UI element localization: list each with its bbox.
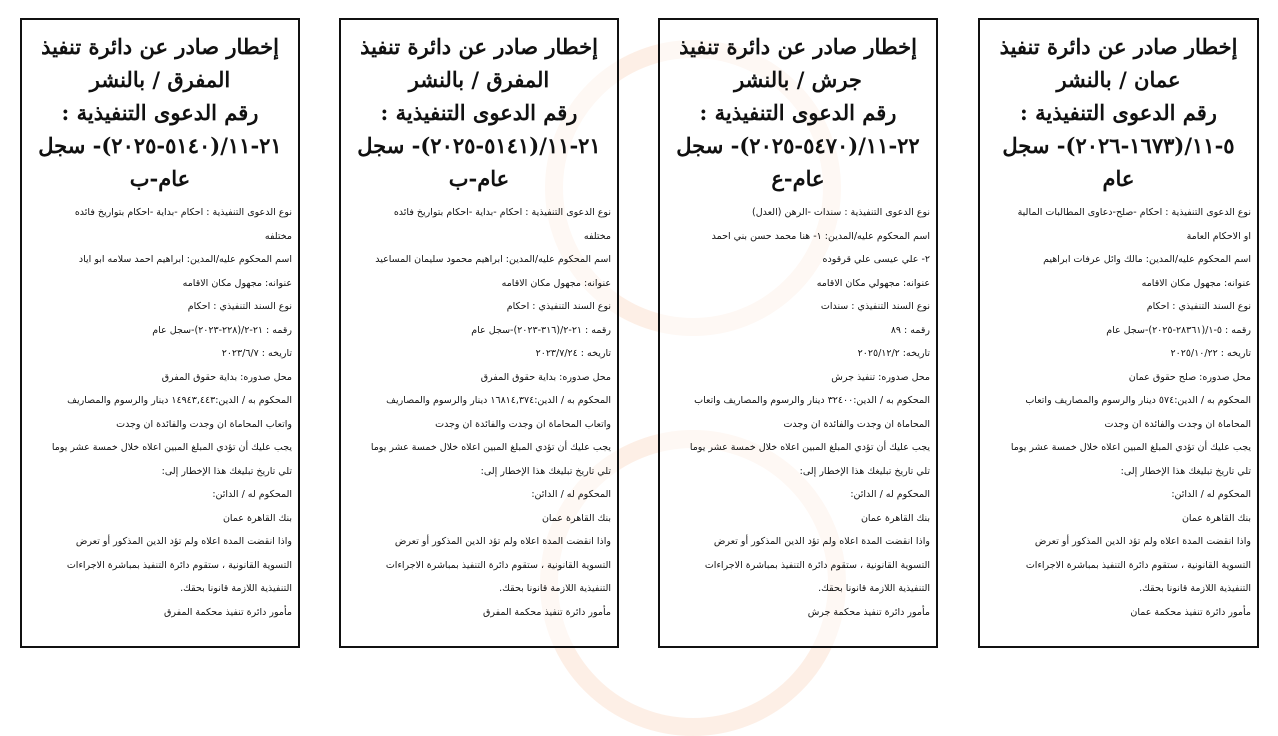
notice-mafraq-5141: [339, 18, 619, 648]
body-line: واذا انقضت المدة اعلاه ولم تؤد الدين المذكور أو تعرض: [394, 536, 611, 547]
body-line: بنك القاهرة عمان: [222, 512, 292, 524]
body-line: رقمه : ٨٩: [890, 324, 930, 336]
heading-line: ٢١-١١/(٥١٤٠-٢٠٢٥)- سجل: [38, 133, 282, 158]
heading-line: المفرق / بالنشر: [89, 67, 231, 92]
body-line: التنفيذية اللازمة قانونا بحقك.: [180, 583, 292, 594]
body-line: مختلفه: [264, 230, 292, 242]
heading-line: إخطار صادر عن دائرة تنفيذ: [999, 34, 1238, 59]
signature-line: مأمور دائرة تنفيذ محكمة جرش: [807, 606, 930, 618]
body-line: عنوانه: مجهول مكان الاقامه: [1141, 277, 1251, 289]
notice-heading: [666, 30, 930, 195]
body-line: التسوية القانونية ، ستقوم دائرة التنفيذ بمباشرة الاجراءات: [66, 559, 292, 571]
body-line: نوع السند التنفيذي : احكام: [506, 301, 611, 312]
body-line: ٢- علي عيسى علي قرقوده: [822, 254, 930, 265]
body-line: يجب عليك أن تؤدي المبلغ المبين اعلاه خلال خمسة عشر يوما: [370, 442, 611, 453]
notice-jerash: [658, 18, 938, 648]
heading-line: عام-ب: [448, 166, 510, 191]
heading-line: رقم الدعوى التنفيذية :: [699, 100, 897, 125]
body-line: او الاحكام العامة: [1186, 230, 1251, 242]
heading-line: ٥-١١/(١٦٧٣-٢٠٢٦)- سجل: [1002, 133, 1235, 158]
body-line: عنوانه: مجهول مكان الاقامه: [182, 277, 292, 289]
body-line: التنفيذية اللازمة قانونا بحقك.: [818, 583, 930, 594]
heading-line: عام-ب: [129, 166, 191, 191]
body-line: التسوية القانونية ، ستقوم دائرة التنفيذ بمباشرة الاجراءات: [385, 559, 611, 571]
body-line: محل صدوره: بداية حقوق المفرق: [161, 371, 292, 383]
body-line: يجب عليك أن تؤدي المبلغ المبين اعلاه خلال خمسة عشر يوما: [1010, 442, 1251, 453]
notice-body: [28, 201, 292, 624]
body-line: نوع السند التنفيذي : احكام: [187, 301, 292, 312]
body-line: المحكوم به / الدين:١٤٩٤٣,٤٤٣ دينار والرسوم والمصاريف: [67, 395, 292, 406]
body-line: تاريخه : ٢٠٢٥/١٠/٢٢: [1170, 348, 1251, 359]
body-line: التسوية القانونية ، ستقوم دائرة التنفيذ بمباشرة الاجراءات: [704, 559, 930, 571]
body-line: محل صدوره: تنفيذ جرش: [831, 371, 930, 383]
heading-line: إخطار صادر عن دائرة تنفيذ: [360, 34, 598, 59]
body-line: رقمه : ٢١-٢/(٢٢٨-٢٠٢٣)-سجل عام: [152, 324, 292, 336]
notice-body: [347, 201, 611, 624]
heading-line: عام-ع: [771, 166, 825, 191]
body-line: المحكوم له / الدائن:: [1171, 489, 1251, 500]
body-line: اسم المحكوم عليه/المدين: ابراهيم احمد سلامه ابو اياد: [78, 254, 292, 265]
body-line: محل صدوره: بداية حقوق المفرق: [480, 371, 611, 383]
body-line: محل صدوره: صلح حقوق عمان: [1128, 371, 1251, 383]
heading-line: ٢٢-١١/(٥٤٧٠-٢٠٢٥)- سجل: [676, 133, 920, 158]
body-line: المحاماة ان وجدت والفائدة ان وجدت: [783, 418, 930, 430]
body-line: المحكوم به / الدين:١٦٨١٤,٣٧٤ دينار والرسوم والمصاريف: [386, 395, 611, 406]
heading-line: إخطار صادر عن دائرة تنفيذ: [679, 34, 917, 59]
heading-line: عام: [1102, 166, 1135, 191]
body-line: واذا انقضت المدة اعلاه ولم تؤد الدين المذكور أو تعرض: [75, 536, 292, 547]
body-line: بنك القاهرة عمان: [860, 512, 930, 524]
body-line: التسوية القانونية ، ستقوم دائرة التنفيذ بمباشرة الاجراءات: [1025, 559, 1251, 571]
notice-mafraq-5140: [20, 18, 300, 648]
body-line: واذا انقضت المدة اعلاه ولم تؤد الدين المذكور أو تعرض: [713, 536, 930, 547]
body-line: التنفيذية اللازمة قانونا بحقك.: [1139, 583, 1251, 594]
body-line: اسم المحكوم عليه/المدين: مالك وائل عرفات ابراهيم: [1043, 254, 1251, 265]
body-line: نوع السند التنفيذي : احكام: [1146, 301, 1251, 312]
heading-line: جرش / بالنشر: [734, 67, 862, 92]
body-line: تاريخه : ٢٠٢٣/٧/٢٤: [535, 348, 611, 359]
heading-line: رقم الدعوى التنفيذية :: [1020, 100, 1217, 125]
body-line: المحكوم به / الدين:٣٢٤٠٠ دينار والرسوم والمصاريف واتعاب: [694, 395, 930, 406]
heading-line: ٢١-١١/(٥١٤١-٢٠٢٥)- سجل: [357, 133, 601, 158]
body-line: نوع السند التنفيذي : سندات: [820, 301, 930, 312]
body-line: المحكوم به / الدين:٥٧٤ دينار والرسوم والمصاريف واتعاب: [1025, 395, 1251, 406]
body-line: تاريخه : ٢٠٢٣/٦/٧: [221, 348, 292, 359]
body-line: عنوانه: مجهولي مكان الاقامه: [816, 277, 930, 289]
heading-line: عمان / بالنشر: [1056, 67, 1181, 92]
body-line: تلي تاريخ تبليغك هذا الإخطار إلى:: [1120, 465, 1251, 477]
body-line: يجب عليك أن تؤدي المبلغ المبين اعلاه خلال خمسة عشر يوما: [689, 442, 930, 453]
body-line: بنك القاهرة عمان: [541, 512, 611, 524]
body-line: التنفيذية اللازمة قانونا بحقك.: [499, 583, 611, 594]
heading-line: رقم الدعوى التنفيذية :: [380, 100, 578, 125]
body-line: رقمه : ٢١-٢/(٣١٦-٢٠٢٣)-سجل عام: [471, 324, 611, 336]
body-line: المحاماة ان وجدت والفائدة ان وجدت: [1104, 418, 1251, 430]
notice-heading: [347, 30, 611, 195]
body-line: يجب عليك أن تؤدي المبلغ المبين اعلاه خلال خمسة عشر يوما: [51, 442, 292, 453]
notice-heading: [28, 30, 292, 195]
body-line: واذا انقضت المدة اعلاه ولم تؤد الدين المذكور أو تعرض: [1034, 536, 1251, 547]
signature-line: مأمور دائرة تنفيذ محكمة عمان: [1130, 606, 1251, 618]
body-line: نوع الدعوى التنفيذية : احكام -صلح-دعاوى المطالبات المالية: [1017, 207, 1251, 218]
notice-heading: [986, 30, 1251, 195]
body-line: تاريخه: ٢٠٢٥/١٢/٢: [857, 348, 930, 359]
body-line: واتعاب المحاماة ان وجدت والفائدة ان وجدت: [435, 418, 611, 430]
heading-line: رقم الدعوى التنفيذية :: [61, 100, 259, 125]
body-line: نوع الدعوى التنفيذية : احكام -بداية -احكام بتواريخ فائده: [393, 207, 611, 218]
notice-body: [986, 201, 1251, 624]
heading-line: المفرق / بالنشر: [408, 67, 550, 92]
body-line: نوع الدعوى التنفيذية : احكام -بداية -احكام بتواريخ فائده: [74, 207, 292, 218]
body-line: نوع الدعوى التنفيذية : سندات -الرهن (العدل): [752, 207, 930, 218]
body-line: اسم المحكوم عليه/المدين: ١- هنا محمد حسن بني احمد: [711, 230, 930, 242]
heading-line: إخطار صادر عن دائرة تنفيذ: [41, 34, 279, 59]
body-line: رقمه : ٥-١/(٢٨٣٦١-٢٠٢٥)-سجل عام: [1106, 324, 1251, 336]
notice-amman: [978, 18, 1259, 648]
body-line: المحكوم له / الدائن:: [850, 489, 930, 500]
body-line: بنك القاهرة عمان: [1181, 512, 1251, 524]
body-line: المحكوم له / الدائن:: [212, 489, 292, 500]
body-line: عنوانه: مجهول مكان الاقامه: [501, 277, 611, 289]
signature-line: مأمور دائرة تنفيذ محكمة المفرق: [163, 606, 292, 618]
body-line: واتعاب المحاماة ان وجدت والفائدة ان وجدت: [116, 418, 292, 430]
body-line: تلي تاريخ تبليغك هذا الإخطار إلى:: [480, 465, 611, 477]
signature-line: مأمور دائرة تنفيذ محكمة المفرق: [482, 606, 611, 618]
notice-body: [666, 201, 930, 624]
body-line: تلي تاريخ تبليغك هذا الإخطار إلى:: [161, 465, 292, 477]
body-line: اسم المحكوم عليه/المدين: ابراهيم محمود سليمان المساعيد: [375, 254, 611, 265]
body-line: تلي تاريخ تبليغك هذا الإخطار إلى:: [799, 465, 930, 477]
body-line: مختلفه: [583, 230, 611, 242]
body-line: المحكوم له / الدائن:: [531, 489, 611, 500]
